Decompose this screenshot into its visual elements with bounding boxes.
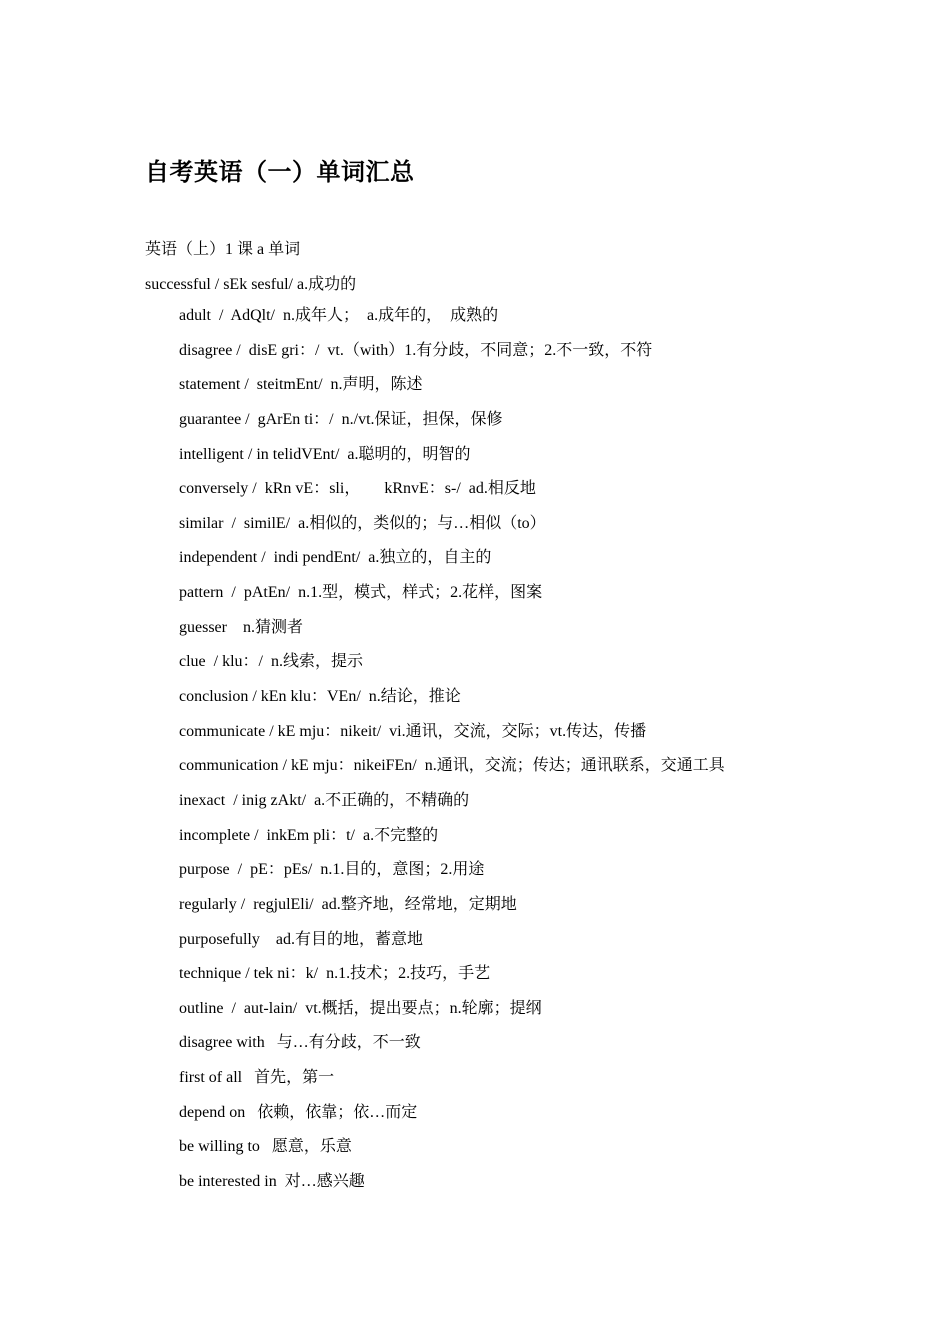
vocab-entry: outline / aut-lain/ vt.概括，提出要点；n.轮廓；提纲 [179, 999, 542, 1017]
vocab-entry: conclusion / kEn klu：VEn/ n.结论，推论 [179, 688, 461, 706]
vocab-entry: purposefully ad.有目的地，蓄意地 [179, 930, 423, 948]
vocab-entry: be interested in 对…感兴趣 [179, 1173, 365, 1191]
vocab-entry: adult / AdQlt/ n.成年人； a.成年的， 成熟的 [179, 307, 499, 324]
vocab-entry: purpose / pE：pEs/ n.1.目的，意图；2.用途 [179, 861, 485, 879]
vocab-entry: inexact / inig zAkt/ a.不正确的，不精确的 [179, 791, 470, 809]
vocab-entry: guesser n.猜测者 [179, 618, 303, 636]
vocab-entry: conversely / kRn vE：sli， kRnvE：s-/ ad.相反地 [179, 480, 536, 498]
vocab-entry: communication / kE mju：nikeiFEn/ n.通讯，交流；传达；通讯联系，交通工具 [179, 757, 725, 775]
lesson-heading: 英语（上）1 课 a 单词 [145, 241, 301, 258]
vocab-entry: disagree with 与…有分歧，不一致 [179, 1034, 421, 1052]
vocab-entry: incomplete / inkEm pli：t/ a.不完整的 [179, 826, 439, 844]
vocab-entry: pattern / pAtEn/ n.1.型，模式，样式；2.花样，图案 [179, 584, 543, 602]
document-title: 自考英语（一）单词汇总 [145, 160, 415, 186]
vocab-entry: be willing to 愿意，乐意 [179, 1138, 352, 1156]
vocab-entry: independent / indi pendEnt/ a.独立的，自主的 [179, 549, 492, 567]
vocab-entry: guarantee / gArEn ti：/ n./vt.保证，担保，保修 [179, 410, 503, 428]
vocab-entry: disagree / disE gri：/ vt.（with）1.有分歧，不同意；2.不一致，不符 [179, 341, 653, 359]
vocab-entry: successful / sEk sesful/ a.成功的 [145, 276, 357, 293]
vocab-entry: statement / steitmEnt/ n.声明，陈述 [179, 376, 423, 394]
vocab-entry: clue / klu：/ n.线索，提示 [179, 653, 363, 671]
vocab-entry: regularly / regjulEli/ ad.整齐地，经常地，定期地 [179, 895, 517, 913]
vocab-entry: depend on 依赖，依靠；依…而定 [179, 1103, 418, 1121]
vocab-list [179, 306, 725, 1207]
vocab-entry: technique / tek ni：k/ n.1.技术；2.技巧，手艺 [179, 965, 491, 983]
vocab-entry: first of all 首先，第一 [179, 1069, 335, 1087]
vocab-entry: similar / similE/ a.相似的，类似的；与…相似（to） [179, 514, 546, 532]
vocab-entry: intelligent / in telidVEnt/ a.聪明的，明智的 [179, 445, 471, 463]
vocab-entry: communicate / kE mju：nikeit/ vi.通讯，交流，交际；vt.传达，传播 [179, 722, 647, 740]
